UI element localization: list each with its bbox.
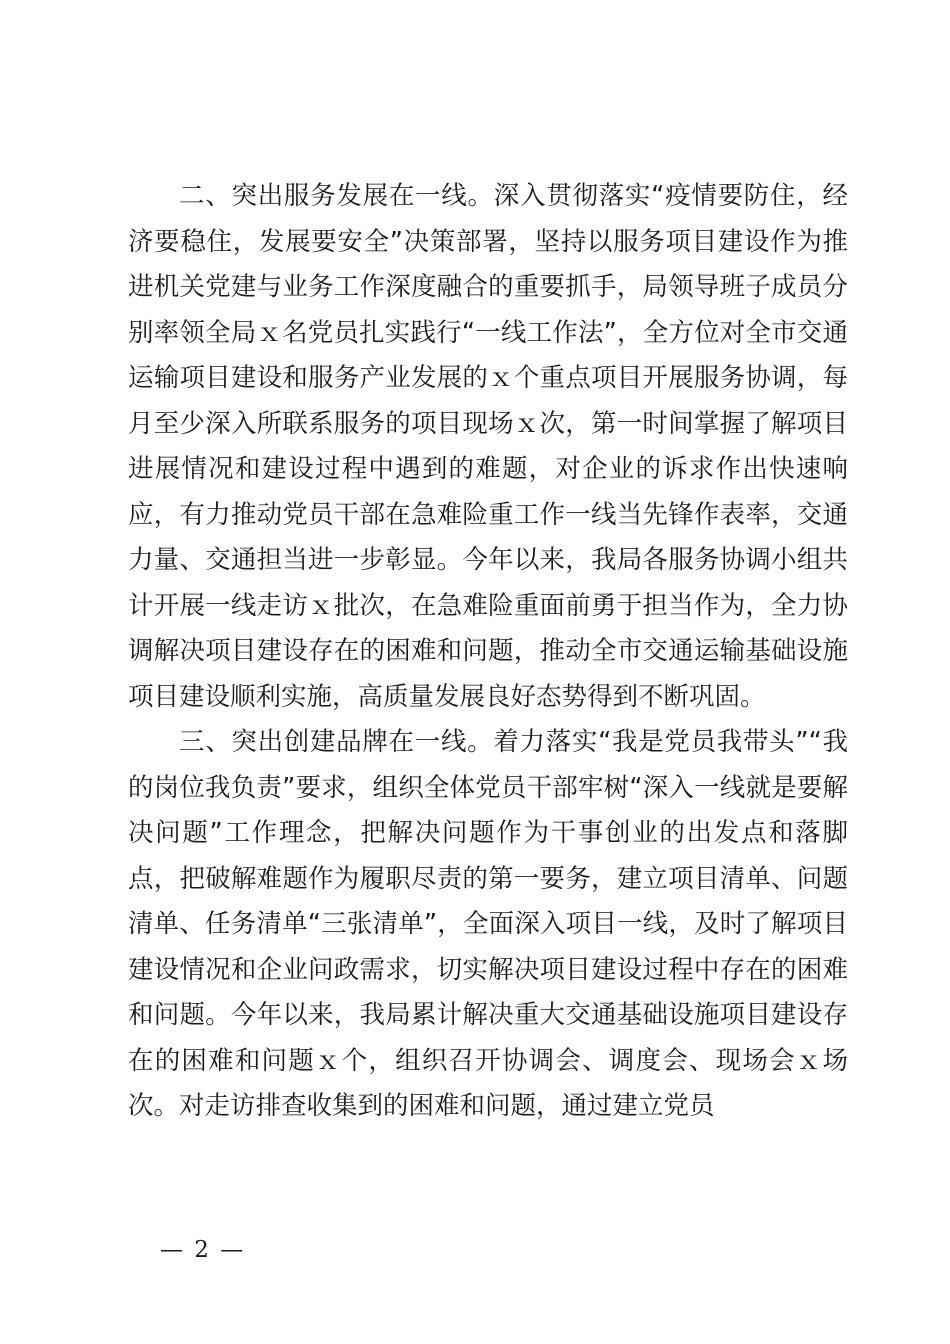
page-number: — 2 — bbox=[160, 1237, 246, 1263]
paragraph-brand-building: 三、突出创建品牌在一线。着力落实“我是党员我带头”“我的岗位我负责”要求，组织全体党员干部牢树“深入一线就是要解决问题”工作理念，把解决问题作为干事创业的出发点和落脚点，把破解难题作为履职尽责的第一要务，建立项目清单、问题清单、任务清单“三张清单”，全面深入项目一线，及时了解项目建设情况和企业问政需求，切实解决项目建设过程中存在的困难和问题。今年以来，我局累计解决重大交通基础设施项目建设存在的困难和问题ｘ个，组织召开协调会、调度会、现场会ｘ场次。对走访排查收集到的困难和问题，通过建立党员 bbox=[128, 727, 848, 1121]
body-text bbox=[128, 174, 848, 1130]
paragraph-service-development: 二、突出服务发展在一线。深入贯彻落实“疫情要防住，经济要稳住，发展要安全”决策部署，坚持以服务项目建设作为推进机关党建与业务工作深度融合的重要抓手，局领导班子成员分别率领全局ｘ名党员扎实践行“一线工作法”，全方位对全市交通运输项目建设和服务产业发展的ｘ个重点项目开展服务协调，每月至少深入所联系服务的项目现场ｘ次，第一时间掌握了解项目进展情况和建设过程中遇到的难题，对企业的诉求作出快速响应，有力推动党员干部在急难险重工作一线当先锋作表率，交通力量、交通担当进一步彰显。今年以来，我局各服务协调小组共计开展一线走访ｘ批次，在急难险重面前勇于担当作为，全力协调解决项目建设存在的困难和问题，推动全市交通运输基础设施项目建设顺利实施，高质量发展良好态势得到不断巩固。 bbox=[128, 181, 848, 712]
